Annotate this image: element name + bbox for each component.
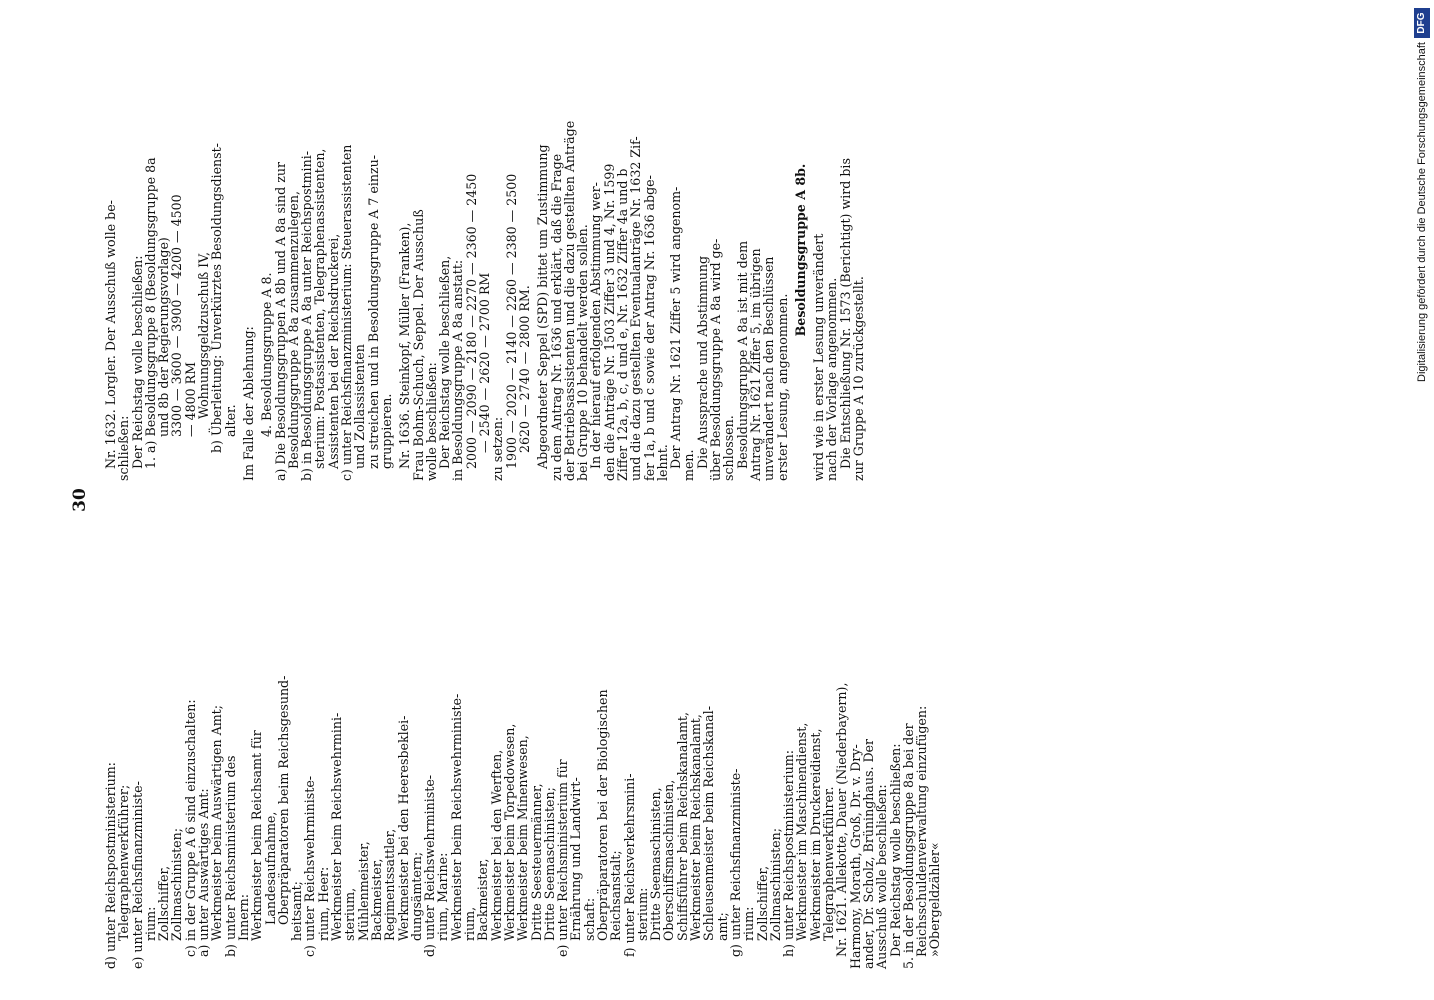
text-line: Ernährung und Landwirt- bbox=[568, 777, 584, 941]
text-line: rium, Marine: bbox=[435, 852, 451, 941]
text-line: Zollschiffer, bbox=[754, 865, 770, 941]
text-line: e) unter Reichsfinanzministe- bbox=[129, 781, 145, 969]
text-line: zu dem Antrag Nr. 1636 und erklärt, daß die Frage bbox=[548, 153, 564, 481]
text-line: c) unter Reichsfinanzministerium: Steuerassistenten bbox=[339, 144, 355, 481]
text-line: rium, bbox=[462, 906, 478, 941]
text-line: Werkmeister beim Minenwesen, bbox=[515, 735, 531, 941]
text-line: Mühlenmeister, bbox=[355, 841, 371, 941]
digitization-credit-strip bbox=[1410, 0, 1434, 1000]
text-line: d) unter Reichspostministerium: bbox=[103, 762, 118, 969]
rotated-document-page bbox=[62, 5, 1402, 995]
text-line: Nr. 1632. Lorgler. Der Ausschuß wolle be- bbox=[103, 200, 118, 469]
text-line: nach der Vorlage angenommen. bbox=[824, 277, 840, 481]
dfg-logo bbox=[1414, 8, 1430, 38]
text-line: Werkmeister beim Reichskanalamt, bbox=[688, 714, 704, 941]
text-line: über Besoldungsgruppe A 8a wird ge- bbox=[708, 238, 724, 481]
text-line: alter. bbox=[222, 404, 238, 437]
text-line: a) unter Auswärtiges Amt: bbox=[196, 788, 212, 957]
text-line: In der hierauf erfolgenden Abstimmung wer- bbox=[588, 182, 604, 469]
text-line: Besoldungsgruppe A 8a ist mit dem bbox=[734, 240, 750, 469]
text-line: rium, Heer: bbox=[315, 866, 331, 941]
text-line: zur Gruppe A 10 zurückgestellt. bbox=[851, 276, 867, 481]
text-line: Der Reichstag wolle beschließen, bbox=[437, 255, 453, 469]
right-text-column bbox=[104, 19, 865, 481]
text-line: schaft: bbox=[581, 897, 597, 941]
text-line: wird wie in erster Lesung unverändert bbox=[811, 233, 827, 481]
text-line: zu setzen: bbox=[490, 416, 506, 481]
dfg-logo-text: DFG bbox=[1416, 12, 1427, 34]
left-text-column bbox=[104, 507, 942, 969]
text-line: Werkmeister beim Reichswehrministe- bbox=[448, 693, 464, 941]
text-line: Werkmeister beim Reichswehrmini- bbox=[329, 712, 345, 941]
text-line: Zollmaschinisten; bbox=[169, 828, 185, 941]
text-line: Antrag Nr. 1621 Ziffer 5, im übrigen bbox=[747, 248, 763, 481]
text-line: Innern: bbox=[235, 893, 251, 941]
text-line: Regimentssattler, bbox=[382, 828, 398, 941]
text-line: Assistenten bei der Reichsdruckerei, bbox=[325, 233, 341, 469]
text-line: Werkmeister im Druckereidienst, bbox=[807, 728, 823, 941]
text-line: 5. in der Besoldungsgruppe 8a bei der bbox=[900, 723, 916, 969]
text-line: rium: bbox=[741, 906, 757, 941]
text-line: dungsämtern; bbox=[408, 851, 424, 941]
text-line: Abgeordneter Seppel (SPD) bittet um Zustimmung bbox=[535, 144, 551, 469]
text-line: der Betriebsassistenten und die dazu gestellten Anträge bbox=[561, 120, 577, 481]
text-line: 4. Besoldungsgruppe A 8. bbox=[259, 272, 275, 437]
text-line: und Zollassistenten bbox=[352, 344, 368, 469]
text-line: Schiffsführer beim Reichskanalamt, bbox=[674, 712, 690, 941]
text-line: h) unter Reichspostministerium: bbox=[781, 750, 797, 957]
text-line: Werkmeister im Maschinendienst, bbox=[794, 722, 810, 941]
text-line: Oberpräparatoren bei der Biologischen bbox=[594, 689, 610, 941]
text-line: Reichsschuldenverwaltung einzufügen: bbox=[914, 705, 930, 957]
text-line: sterium: Postassistenten, Telegraphenassistenten, bbox=[312, 148, 328, 469]
text-line: Oberschiffsmaschinisten, bbox=[661, 779, 677, 941]
digitization-credit: Digitalisierung gefördert durch die Deutsche Forschungsgemeinschaft bbox=[1416, 42, 1428, 382]
text-line: Nr. 1621. Allekotte, Dauer (Niederbayern), bbox=[834, 682, 850, 957]
text-line: rium: bbox=[142, 906, 158, 941]
text-line: Frau Bohm-Schuch, Seppel. Der Ausschuß bbox=[410, 209, 426, 481]
text-line: 2620 — 2740 — 2800 RM. bbox=[516, 285, 532, 453]
text-line: Der Reichstag wolle beschließen: bbox=[129, 255, 145, 469]
text-line: Dritte Seesteuermänner, bbox=[528, 783, 544, 941]
page-number: 30 bbox=[70, 488, 90, 512]
text-line: in Besoldungsgruppe A 8a anstatt: bbox=[450, 259, 466, 481]
text-line: a) Die Besoldungsgruppen A 8b und A 8a sind zur bbox=[272, 162, 288, 481]
text-line: Wohnungsgeldzuschuß IV, bbox=[196, 251, 212, 419]
text-line: f) unter Reichsverkehrsmini- bbox=[621, 773, 637, 957]
text-line: Der Reichstag wolle beschließen: bbox=[887, 743, 903, 957]
text-line: Werkmeister beim Auswärtigen Amt; bbox=[209, 705, 225, 941]
text-line: Die Aussprache und Abstimmung bbox=[694, 255, 710, 469]
text-line: amt; bbox=[714, 912, 730, 941]
text-line: sterium, bbox=[342, 887, 358, 941]
text-line: gruppieren. bbox=[378, 393, 394, 469]
text-line: Ausschuß wolle beschließen: bbox=[874, 784, 890, 969]
text-line: Reichsanstalt; bbox=[608, 850, 624, 941]
text-line: — 2540 — 2620 — 2700 RM bbox=[477, 272, 493, 453]
text-line: g) unter Reichsfinanzministe- bbox=[727, 768, 743, 957]
text-line: Landesaufnahme, bbox=[262, 811, 278, 925]
text-line: Telegraphenwerkführer. bbox=[821, 786, 837, 941]
text-line: heitsamt; bbox=[289, 881, 305, 941]
text-line: Telegraphenwerkführer; bbox=[116, 784, 132, 941]
text-line: Werkmeister bei den Heeresbeklei- bbox=[395, 715, 411, 941]
text-line: Der Antrag Nr. 1621 Ziffer 5 wird angenom- bbox=[668, 186, 684, 469]
text-line: schließen: bbox=[116, 415, 132, 481]
text-line: Oberpräparatoren beim Reichsgesund- bbox=[275, 675, 291, 925]
text-line: Werkmeister beim Torpedowesen, bbox=[501, 723, 517, 941]
text-line: zu streichen und in Besoldungsgruppe A 7 einzu- bbox=[365, 154, 381, 469]
text-line: fer 1a, b und c sowie der Antrag Nr. 1636 abge- bbox=[641, 175, 657, 481]
text-line: 3300 — 3600 — 3900 — 4200 — 4500 bbox=[169, 194, 185, 437]
text-line: wolle beschließen: bbox=[423, 362, 439, 481]
text-line: Backmeister, bbox=[368, 858, 384, 941]
text-line: Ziffer 12a, b, c, d und e, Nr. 1632 Ziffer 4a und b bbox=[614, 168, 630, 481]
text-line: Backmeister, bbox=[475, 858, 491, 941]
text-line: Harmony, Morath, Groß, Dr. v. Dry- bbox=[847, 744, 863, 969]
text-line: Werkmeister beim Reichsamt für bbox=[249, 730, 265, 941]
text-line: c) in der Gruppe A 6 sind einzuschalten: bbox=[182, 699, 198, 957]
text-line: 1900 — 2020 — 2140 — 2260 — 2380 — 2500 bbox=[503, 173, 519, 469]
text-line: e) unter Reichsministerium für bbox=[555, 759, 571, 957]
text-line: Dritte Seemaschinisten; bbox=[541, 787, 557, 941]
text-line: b) Überleitung: Unverkürztes Besoldungsdienst- bbox=[209, 143, 225, 453]
text-line: Zollmaschinisten; bbox=[767, 828, 783, 941]
text-line: unverändert nach den Beschlüssen bbox=[761, 256, 777, 481]
text-line: Besoldungsgruppe A 8a zusammenzulegen, bbox=[285, 190, 301, 469]
text-line: Zollschiffer, bbox=[156, 865, 172, 941]
text-line: men. bbox=[681, 449, 697, 481]
text-line: Besoldungsgruppe A 8b. bbox=[792, 163, 808, 337]
text-line: »Obergeldzähler« bbox=[927, 842, 943, 957]
text-line: Dritte Seemaschinisten, bbox=[648, 787, 664, 941]
text-line: Werkmeister bei den Werften, bbox=[488, 749, 504, 941]
text-line: schlossen. bbox=[721, 415, 737, 481]
text-line: sterium: bbox=[634, 887, 650, 941]
text-line: d) unter Reichswehrministe- bbox=[422, 774, 438, 957]
text-line: ander, Dr. Scholz, Brüninghaus. Der bbox=[860, 738, 876, 969]
text-line: Nr. 1636. Steinkopf, Müller (Franken), bbox=[397, 222, 413, 469]
text-line: Schleusenmeister beim Reichskanal- bbox=[701, 706, 717, 941]
text-line: c) unter Reichswehrministe- bbox=[302, 775, 318, 957]
text-line: b) unter Reichsministerium des bbox=[222, 755, 238, 957]
text-line: bei Gruppe 10 behandelt werden sollen. bbox=[575, 224, 591, 481]
text-line: den die Anträge Nr. 1503 Ziffer 3 und 4, Nr. 1599 bbox=[601, 163, 617, 481]
text-line: Im Falle der Ablehnung: bbox=[240, 326, 256, 481]
text-line: erster Lesung, angenommen. bbox=[774, 293, 790, 481]
text-line: — 4800 RM bbox=[182, 361, 198, 437]
text-line: b) in Besoldungsgruppe A 8a unter Reichspostmini- bbox=[299, 151, 315, 481]
text-line: Die Entschließung Nr. 1573 (Berichtigt) wird bis bbox=[837, 158, 853, 469]
text-line: 2000 — 2090 — 2180 — 2270 — 2360 — 2450 bbox=[463, 173, 479, 469]
text-line: und 8b der Regierungsvorlage) bbox=[156, 237, 172, 437]
text-line: lehnt. bbox=[654, 444, 670, 481]
text-line: und die dazu gestellten Eventualanträge Nr. 1632 Zif- bbox=[628, 136, 644, 481]
text-line: 1. a) Besoldungsgruppe 8 (Besoldungsgruppe 8a bbox=[142, 157, 158, 469]
